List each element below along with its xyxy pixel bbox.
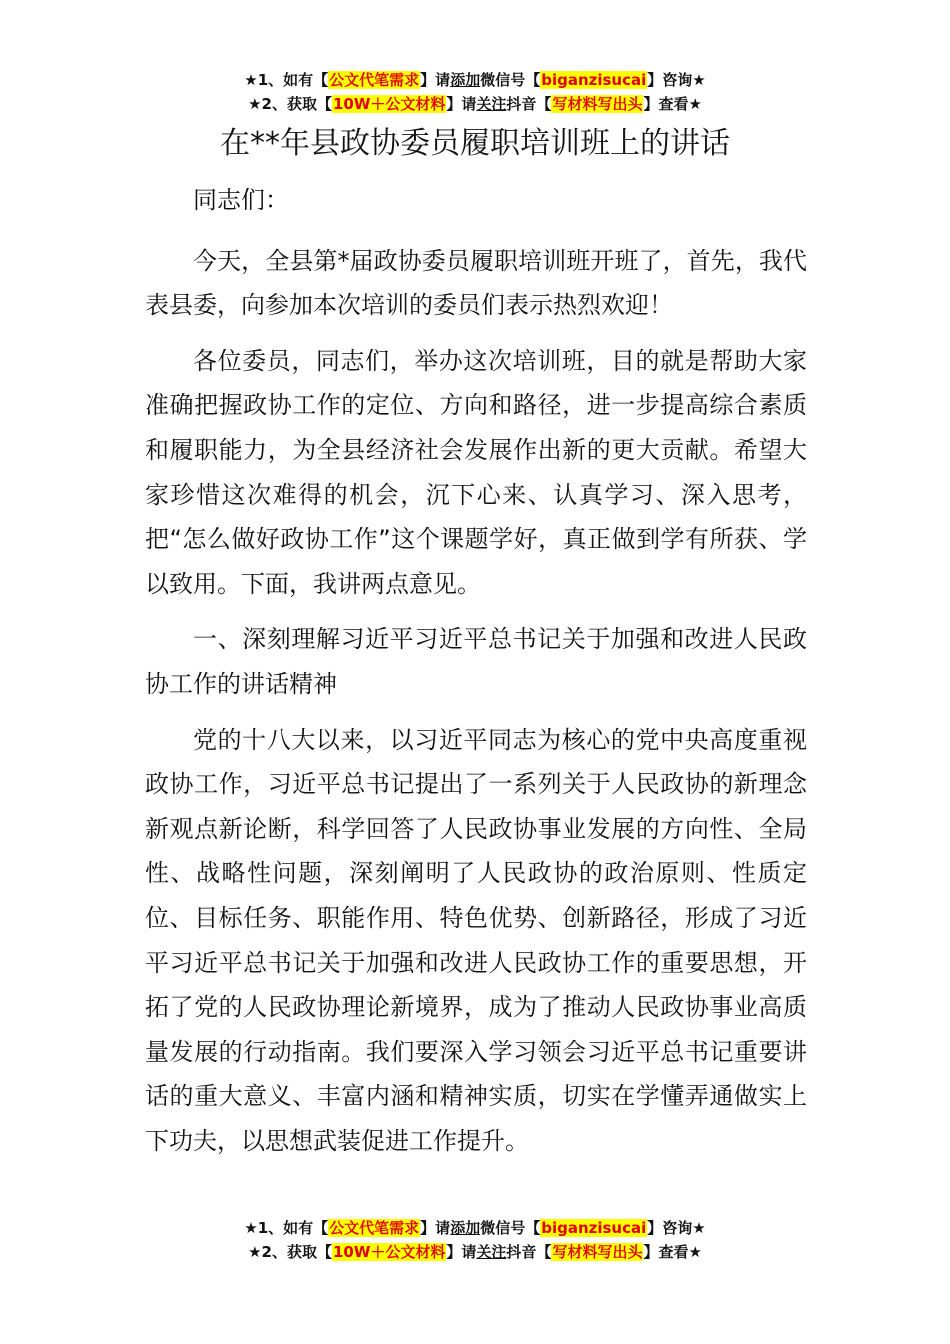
promo-line-2: ★2、获取【10W＋公文材料】请关注抖音【写材料写出头】查看★ — [248, 95, 702, 113]
document-title: 在**年县政协委员履职培训班上的讲话 — [220, 126, 730, 161]
document-body — [145, 178, 807, 1174]
section-heading-1: 一、深刻理解习近平习近平总书记关于加强和改进人民政协工作的讲话精神 — [145, 625, 807, 698]
footer-promo-banner — [0, 1216, 950, 1264]
salutation: 同志们： — [193, 186, 289, 214]
promo-highlight-wechat-id: biganzisucai — [541, 1219, 647, 1237]
promo-highlight-douyin: 写材料写出头 — [552, 95, 643, 113]
promo-line-2: ★2、获取【10W＋公文材料】请关注抖音【写材料写出头】查看★ — [248, 1243, 702, 1261]
paragraph-purpose: 各位委员，同志们，举办这次培训班，目的就是帮助大家准确把握政协工作的定位、方向和路径，进一步提高综合素质和履职能力，为全县经济社会发展作出新的更大贡献。希望大家珍惜这次难得的机会，沉下心来、认真学习、深入思考，把“怎么做好政协工作”这个课题学好，真正做到学有所获、学以致用。下面，我讲两点意见。 — [145, 346, 807, 598]
promo-highlight-materials: 10W＋公文材料 — [332, 1243, 446, 1261]
promo-line-1: ★1、如有【公文代笔需求】请添加微信号【biganzisucai】咨询★ — [244, 71, 706, 89]
paragraph-section-1-body: 党的十八大以来，以习近平同志为核心的党中央高度重视政协工作，习近平总书记提出了一系列关于人民政协的新理念新观点新论断，科学回答了人民政协事业发展的方向性、全局性、战略性问题，深刻阐明了人民政协的政治原则、性质定位、目标任务、职能作用、特色优势、创新路径，形成了习近平习近平总书记关于加强和改进人民政协工作的重要思想，开拓了党的人民政协理论新境界，成为了推动人民政协事业高质量发展的行动指南。我们要深入学习领会习近平总书记重要讲话的重大意义、丰富内涵和精神实质，切实在学懂弄通做实上下功夫，以思想武装促进工作提升。 — [145, 725, 807, 1155]
promo-highlight-wechat-id: biganzisucai — [541, 71, 647, 89]
promo-highlight-service: 公文代笔需求 — [329, 71, 420, 89]
promo-highlight-douyin: 写材料写出头 — [552, 1243, 643, 1261]
paragraph-opening: 今天，全县第*届政协委员履职培训班开班了，首先，我代表县委，向参加本次培训的委员们表示热烈欢迎！ — [145, 246, 807, 320]
header-promo-banner — [0, 68, 950, 116]
promo-line-1: ★1、如有【公文代笔需求】请添加微信号【biganzisucai】咨询★ — [244, 1219, 706, 1237]
promo-highlight-service: 公文代笔需求 — [329, 1219, 420, 1237]
promo-highlight-materials: 10W＋公文材料 — [332, 95, 446, 113]
